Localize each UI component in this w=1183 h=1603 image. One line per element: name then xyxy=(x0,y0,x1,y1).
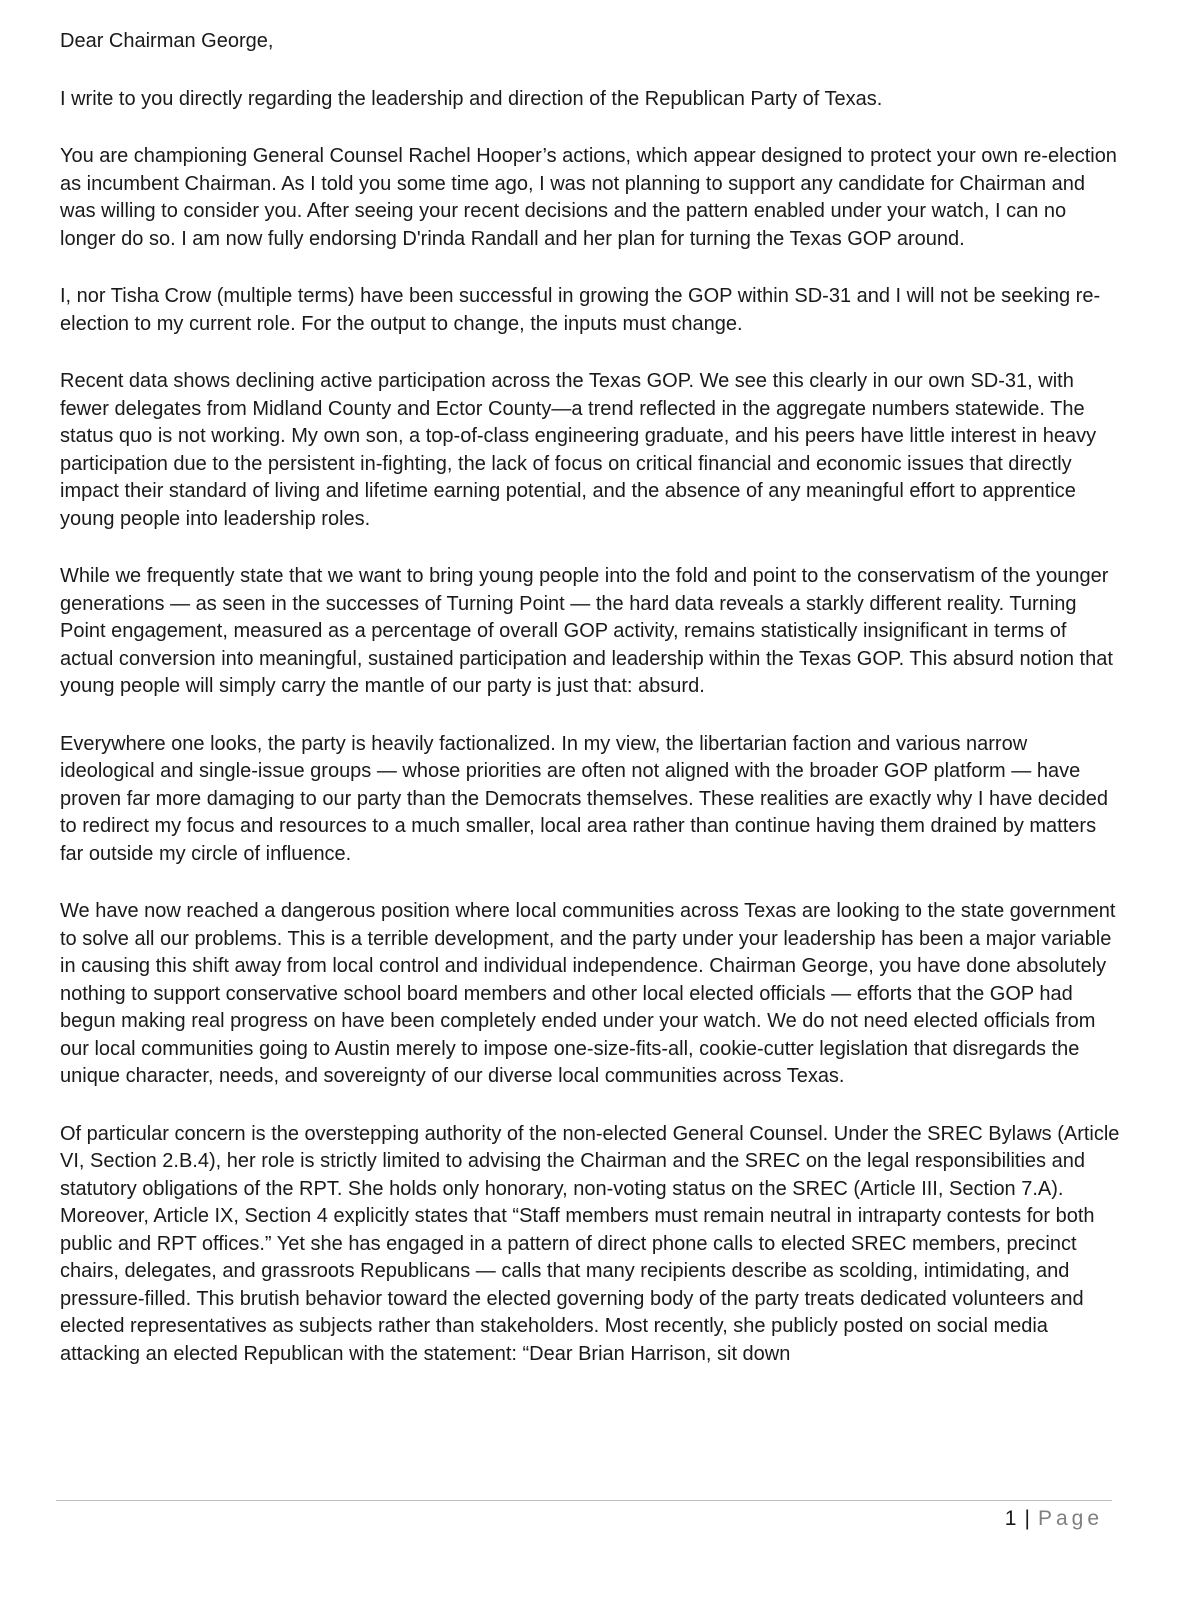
page-label: Page xyxy=(1037,1507,1103,1530)
footer-divider xyxy=(56,1500,1112,1501)
footer-separator: | xyxy=(1024,1507,1030,1530)
paragraph-endorsement: You are championing General Counsel Rachel Hooper’s actions, which appear designed to protect your own re-election as incumbent Chairman. As I told you some time ago, I was not planning to support any candidate for Chairman and was willing to consider you. After seeing your recent decisions and the pattern enabled under your watch, I can no longer do so. I am now fully endorsing D'rinda Randall and her plan for turning the Texas GOP around. xyxy=(60,145,1117,250)
page-number: 1 xyxy=(1004,1507,1017,1530)
paragraph-young-people: While we frequently state that we want to bring young people into the fold and point to the conservatism of the younger generations — as seen in the successes of Turning Point — the hard data reveals a starkly different reality. Turning Point engagement, measured as a percentage of overall GOP activity, remains statistically insignificant in terms of actual conversion into meaningful, sustained participation and leadership within the Texas GOP. This absurd notion that young people will simply carry the mantle of our party is just that: absurd. xyxy=(60,565,1113,697)
paragraph-factions: Everywhere one looks, the party is heavily factionalized. In my view, the libertarian faction and various narrow ideological and single-issue groups — whose priorities are often not aligned with the broader GOP platform — have proven far more damaging to our party than the Democrats themselves. These realities are exactly why I have decided to redirect my focus and resources to a much smaller, local area rather than continue having them drained by matters far outside my circle of influence. xyxy=(60,732,1108,865)
paragraph-reelection: I, nor Tisha Crow (multiple terms) have been successful in growing the GOP within SD-31 and I will not be seeking re-election to my current role. For the output to change, the inputs must change. xyxy=(60,285,1101,335)
letter-body xyxy=(60,28,1122,1398)
paragraph-general-counsel: Of particular concern is the overstepping authority of the non-elected General Counsel. Under the SREC Bylaws (Article VI, Section 2.B.4), her role is strictly limited to advising the Chairman and the SREC on the legal responsibilities and statutory obligations of the RPT. She holds only honorary, non-voting status on the SREC (Article III, Section 7.A). Moreover, Article IX, Section 4 explicitly states that “Staff members must remain neutral in intraparty contests for both public and RPT offices.” Yet she has engaged in a pattern of direct phone calls to elected SREC members, precinct chairs, delegates, and grassroots Republicans — calls that many recipients describe as scolding, intimidating, and pressure-filled. This brutish behavior toward the elected governing body of the party treats dedicated volunteers and elected representatives as subjects rather than stakeholders. Most recently, she publicly posted on social media attacking an elected Republican with the statement: “Dear Brian Harrison, sit down xyxy=(60,1122,1120,1365)
page-footer xyxy=(1005,1505,1103,1533)
paragraph-intro: I write to you directly regarding the leadership and direction of the Republican Party of Texas. xyxy=(60,87,883,110)
paragraph-local-control: We have now reached a dangerous position where local communities across Texas are looking to the state government to solve all our problems. This is a terrible development, and the party under your leadership has been a major variable in causing this shift away from local control and individual independence. Chairman George, you have done absolutely nothing to support conservative school board members and other local elected officials — efforts that the GOP had begun making real progress on have been completely ended under your watch. We do not need elected officials from our local communities going to Austin merely to impose one-size-fits-all, cookie-cutter legislation that disregards the unique character, needs, and sovereignty of our diverse local communities across Texas. xyxy=(60,900,1116,1087)
paragraph-participation: Recent data shows declining active participation across the Texas GOP. We see this clearly in our own SD-31, with fewer delegates from Midland County and Ector County—a trend reflected in the aggregate numbers statewide. The status quo is not working. My own son, a top-of-class engineering graduate, and his peers have little interest in heavy participation due to the persistent in-fighting, the lack of focus on critical financial and economic issues that directly impact their standard of living and lifetime earning potential, and the absence of any meaningful effort to apprentice young people into leadership roles. xyxy=(60,370,1097,530)
salutation: Dear Chairman George, xyxy=(60,30,274,52)
